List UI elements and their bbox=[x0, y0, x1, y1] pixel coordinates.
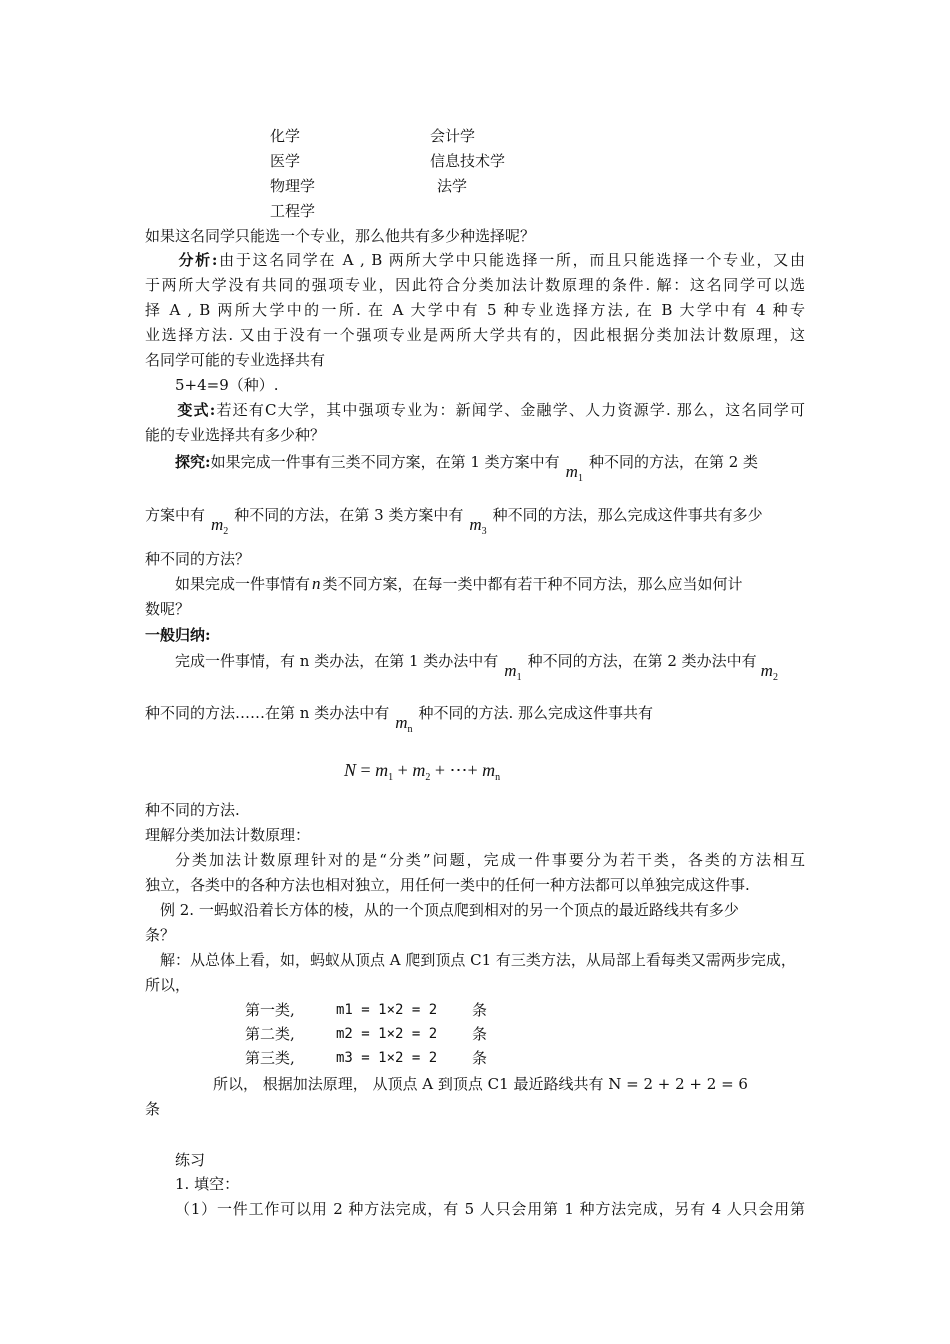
analysis-line-4: 业选择方法. 又由于没有一个强项专业是两所大学共有的，因此根据分类加法计数原理，这 bbox=[145, 326, 805, 344]
case-3-unit: 条 bbox=[472, 1049, 488, 1067]
analysis-line-2: 于两所大学没有共同的强项专业，因此符合分类加法计数原理的条件. 解：这名同学可以选 bbox=[145, 276, 805, 294]
principle-heading: 理解分类加法计数原理： bbox=[145, 826, 311, 844]
exercise-item-1: 1. 填空： bbox=[175, 1175, 240, 1193]
general-end: 种不同的方法. bbox=[145, 801, 240, 819]
general-line-1: 完成一件事情，有 n 类办法，在第 1 类办法中有 $m_1$种不同的方法，在第 2 类办法中有 $m_2$ bbox=[175, 652, 778, 683]
general-line-2: 种不同的方法……在第 n 类办法中有 $m_n$种不同的方法. 那么完成这件事共有 bbox=[145, 704, 654, 735]
major-engineering: 工程学 bbox=[270, 202, 316, 220]
solution-line-1: 解：从总体上看，如，蚂蚁从顶点 A 爬到顶点 C1 有三类方法，从局部上看每类又需两步完成， bbox=[160, 951, 796, 969]
case-2-expr: m2 = 1×2 = 2 bbox=[336, 1026, 438, 1042]
major-medicine: 医学 bbox=[270, 152, 301, 170]
question: 如果这名同学只能选一个专业，那么他共有多少种选择呢？ bbox=[145, 227, 536, 245]
explore-line-1: 探究:如果完成一件事有三类不同方案，在第 1 类方案中有 $m_1$种不同的方法，在第 2 类 bbox=[175, 453, 759, 484]
formula-m1: $m_1$ bbox=[504, 661, 522, 683]
case-2-unit: 条 bbox=[472, 1025, 488, 1043]
example2-line-1: 例 2. 一蚂蚁沿着长方体的棱，从的一个顶点爬到相对的另一个顶点的最近路线共有多少 bbox=[160, 901, 739, 919]
example2-line-2: 条？ bbox=[145, 926, 176, 944]
major-physics: 物理学 bbox=[270, 177, 316, 195]
explore-line-4: 如果完成一件事情有 n 类不同方案，在每一类中都有若干种不同方法，那么应当如何计 bbox=[175, 574, 743, 593]
principle-line-2: 独立，各类中的各种方法也相对独立，用任何一类中的任何一种方法都可以单独完成这件事. bbox=[145, 876, 750, 894]
sum-formula: $N = m_1 + m_2$ + ⋯+ $m_n$ bbox=[344, 760, 501, 783]
analysis-line-3: 择 A , B 两所大学中的一所. 在 A 大学中有 5 种专业选择方法, 在 B 大学中有 4 种专 bbox=[145, 301, 805, 319]
formula-m2: $m_2$ bbox=[760, 661, 778, 683]
explore-line-3: 种不同的方法？ bbox=[145, 550, 251, 568]
explore-label: 探究: bbox=[175, 453, 211, 471]
formula-m1: $m_1$ bbox=[565, 462, 583, 484]
variant-line-2: 能的专业选择共有多少种？ bbox=[145, 426, 326, 444]
general-heading: 一般归纳: bbox=[145, 626, 211, 644]
major-it: 信息技术学 bbox=[430, 152, 506, 170]
analysis-label: 分析: bbox=[178, 251, 218, 269]
principle-line-1: 分类加法计数原理针对的是“分类”问题，完成一件事要分为若干类，各类的方法相互 bbox=[175, 851, 805, 869]
analysis-line-5: 名同学可能的专业选择共有 bbox=[145, 351, 326, 369]
major-accounting: 会计学 bbox=[430, 127, 476, 145]
case-2-name: 第二类, bbox=[245, 1025, 295, 1043]
formula-m3: $m_3$ bbox=[469, 515, 487, 537]
exercise-title: 练习 bbox=[175, 1151, 206, 1169]
explore-line-2: 方案中有 $m_2$种不同的方法，在第 3 类方案中有 $m_3$种不同的方法，那么完成这件事共有多少 bbox=[145, 506, 763, 537]
case-1-expr: m1 = 1×2 = 2 bbox=[336, 1002, 438, 1018]
analysis-result: 5+4=9（种）. bbox=[175, 376, 279, 394]
conclusion: 所以， 根据加法原理， 从顶点 A 到顶点 C1 最近路线共有 N = 2 + 2 + 2 = 6 bbox=[213, 1075, 748, 1093]
explore-line-5: 数呢？ bbox=[145, 600, 191, 618]
case-3-name: 第三类, bbox=[245, 1049, 295, 1067]
analysis-line-1: 分析:由于这名同学在 A , B 两所大学中只能选择一所，而且只能选择一个专业，又由 bbox=[178, 251, 805, 269]
case-3-expr: m3 = 1×2 = 2 bbox=[336, 1050, 438, 1066]
formula-n: n bbox=[312, 574, 321, 593]
exercise-sub-1: （1）一件工作可以用 2 种方法完成，有 5 人只会用第 1 种方法完成，另有 4 人只会用第 bbox=[175, 1200, 805, 1218]
solution-line-2: 所以， bbox=[145, 976, 191, 994]
major-law: 法学 bbox=[437, 177, 468, 195]
case-1-unit: 条 bbox=[472, 1001, 488, 1019]
formula-mn: $m_n$ bbox=[395, 713, 413, 735]
variant-label: 变式: bbox=[177, 401, 216, 419]
formula-m2: $m_2$ bbox=[211, 515, 229, 537]
variant-line-1: 变式:若还有C大学，其中强项专业为：新闻学、金融学、人力资源学. 那么，这名同学可 bbox=[177, 401, 805, 419]
conclusion-unit: 条 bbox=[145, 1100, 161, 1118]
major-chemistry: 化学 bbox=[270, 127, 301, 145]
case-1-name: 第一类, bbox=[245, 1001, 295, 1019]
